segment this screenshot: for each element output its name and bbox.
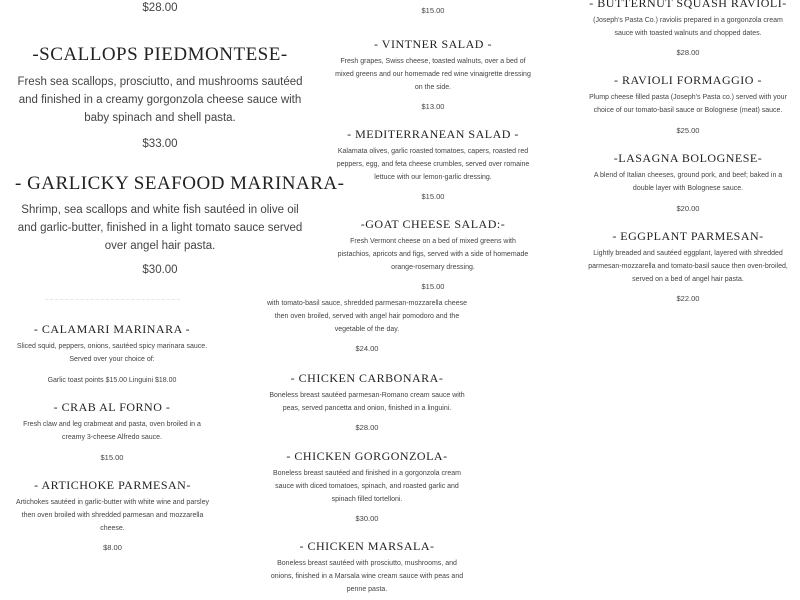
menu-item-chicken-gorgonzola [266, 448, 468, 523]
item-description: Sliced squid, peppers, onions, sautéed spicy marinara sauce. Served over your choice of: [16, 343, 208, 363]
menu-item-partial [266, 297, 468, 353]
menu-item-lasagna-bolognese [584, 150, 792, 213]
item-description: A blend of Italian cheeses, ground pork, and beef; baked in a double layer with Bolognese sauce. [593, 172, 783, 192]
item-price: $15.00 [421, 6, 445, 15]
item-price: $28.00 [142, 2, 178, 14]
item-description: Fresh claw and leg crabmeat and pasta, oven broiled in a creamy 3-cheese Alfredo sauce. [23, 421, 201, 441]
item-description: Shrimp, sea scallops and white fish sautéed in olive oil and garlic-butter, finished in a light tomato sauce served over angel hair pasta. [17, 204, 303, 252]
item-title: - GARLICKY SEAFOOD MARINARA- [15, 173, 345, 194]
menu-item-top-price-middle [333, 6, 533, 15]
menu-item-vintner-salad [333, 36, 533, 111]
menu-item-goat-cheese-salad [333, 216, 533, 291]
item-title: -SCALLOPS PIEDMONTESE- [32, 44, 288, 65]
menu-item-ravioli-formaggio [584, 72, 792, 135]
item-price: $20.00 [676, 204, 700, 213]
menu-item-top-price [60, 2, 260, 14]
menu-item-garlicky-seafood-marinara [15, 172, 345, 276]
menu-item-butternut-squash-ravioli [584, 0, 792, 57]
item-title: - CHICKEN CARBONARA- [290, 371, 444, 385]
item-price: $30.00 [355, 514, 379, 523]
menu-item-crab-al-forno [12, 399, 212, 462]
item-price: $15.00 [100, 453, 124, 462]
item-title: - ARTICHOKE PARMESAN- [34, 478, 191, 492]
item-title: - CHICKEN GORGONZOLA- [286, 449, 448, 463]
item-title: - RAVIOLI FORMAGGIO - [614, 73, 762, 87]
item-description: Boneless breast sautéed with prosciutto, mushrooms, and onions, finished in a Marsala wine cream sauce with peas and penne pasta. [270, 560, 464, 593]
menu-item-chicken-marsala [266, 538, 468, 596]
item-title: - VINTNER SALAD - [374, 37, 492, 51]
item-description: Artichokes sautéed in garlic-butter with white wine and parsley then oven broiled with shredded parmesan and mozzarella cheese. [16, 499, 209, 532]
item-price: $33.00 [142, 138, 178, 150]
item-description: Fresh grapes, Swiss cheese, toasted walnuts, over a bed of mixed greens and our homemade red wine vinaigrette dressing on the side. [335, 58, 531, 91]
item-title: - CHICKEN MARSALA- [299, 539, 435, 553]
item-price: $28.00 [676, 48, 700, 57]
item-price: $15.00 [421, 282, 445, 291]
item-title: - MEDITERRANEAN SALAD - [347, 127, 519, 141]
menu-item-scallops-piedmontese [15, 43, 305, 150]
menu-item-chicken-carbonara [266, 370, 468, 432]
item-price: $30.00 [142, 264, 178, 276]
item-description: Kalamata olives, garlic roasted tomatoes, capers, roasted red peppers, egg, and feta cheese crumbles, served over romaine lettuce with our lemon-garlic dressing. [336, 148, 530, 181]
item-title: -LASAGNA BOLOGNESE- [613, 151, 763, 165]
item-description: Fresh sea scallops, prosciutto, and mushrooms sautéed and finished in a creamy gorgonzola cheese sauce with baby spinach and shell pasta. [17, 76, 303, 124]
item-options: Garlic toast points $15.00 Linguini $18.00 [47, 377, 177, 384]
item-title: - BUTTERNUT SQUASH RAVIOLI- [589, 0, 787, 10]
item-description: Boneless breast sautéed and finished in a gorgonzola cream sauce with diced tomatoes, spinach, and roasted garlic and spinach filled tortelloni. [273, 470, 461, 503]
item-title: - EGGPLANT PARMESAN- [612, 229, 764, 243]
menu-item-artichoke-parmesan [10, 477, 215, 552]
menu-item-mediterranean-salad [333, 126, 533, 201]
item-price: $13.00 [421, 102, 445, 111]
menu-item-eggplant-parmesan [584, 228, 792, 303]
item-description: Plump cheese filled pasta (Joseph's Pasta co.) served with your choice of our tomato-basil sauce or Bolognese (meat) sauce. [589, 94, 787, 114]
item-description: (Joseph's Pasta Co.) raviolis prepared in a gorgonzola cream sauce with toasted walnuts and chopped dates. [593, 17, 783, 37]
item-description: with tomato-basil sauce, shredded parmesan-mozzarella cheese then oven broiled, served with angel hair pomodoro and the vegetable of the day. [267, 300, 467, 333]
item-price: $25.00 [676, 126, 700, 135]
item-title: -GOAT CHEESE SALAD:- [360, 217, 506, 231]
item-price: $22.00 [676, 294, 700, 303]
menu-item-calamari-marinara [12, 321, 212, 387]
item-price: $8.00 [103, 543, 122, 552]
item-description: Lightly breaded and sautéed eggplant, layered with shredded parmesan-mozzarella and tomato-basil sauce then oven-broiled, served on a bed of angel hair pasta. [588, 250, 788, 283]
item-description: Boneless breast sautéed parmesan-Romano cream sauce with peas, served pancetta and onion, finished in a linguini. [269, 392, 465, 412]
item-title: - CALAMARI MARINARA - [33, 322, 191, 336]
item-price: $15.00 [421, 192, 445, 201]
item-price: $24.00 [355, 344, 379, 353]
item-price: $28.00 [355, 423, 379, 432]
item-title: - CRAB AL FORNO - [53, 400, 171, 414]
item-description: Fresh Vermont cheese on a bed of mixed greens with pistachios, apricots and figs, served with a side of homemade orange-rosemary dressing. [337, 238, 529, 271]
divider [45, 299, 180, 300]
